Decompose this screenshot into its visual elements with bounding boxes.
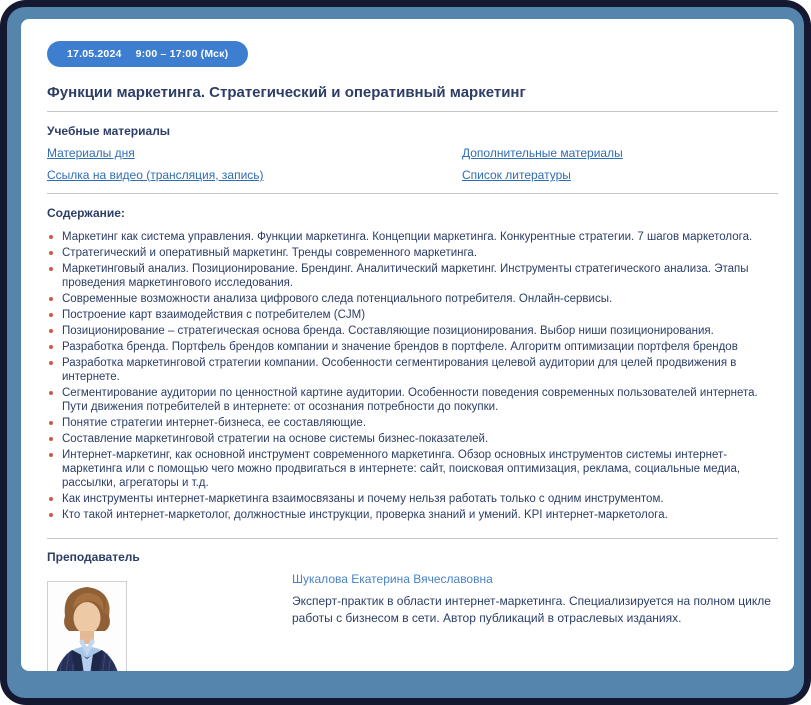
content-item-text: Понятие стратегии интернет-бизнеса, ее составляющие. [62, 417, 367, 429]
bullet-icon [49, 297, 53, 301]
content-item-text: Как инструменты интернет-маркетинга взаимосвязаны и почему нельзя работать только с одним инструментом. [62, 493, 664, 505]
bullet-icon [49, 235, 53, 239]
content-list-item [47, 324, 778, 338]
link-video[interactable]: Ссылка на видео (трансляция, запись) [47, 168, 264, 182]
content-item-text: Разработка маркетинговой стратегии компании. Особенности сегментирования целевой аудитории для целей продвижения в интернете. [62, 357, 737, 383]
bullet-icon [49, 497, 53, 501]
bullet-icon [49, 361, 53, 365]
link-literature[interactable]: Список литературы [462, 168, 571, 182]
teacher-info [292, 571, 778, 626]
bullet-icon [49, 453, 53, 457]
content-item-text: Кто такой интернет-маркетолог, должностные инструкции, проверка знаний и умений. KPI интернет-маркетолога. [62, 509, 668, 521]
link-additional-materials[interactable]: Дополнительные материалы [462, 146, 623, 160]
content-list-item [47, 308, 778, 322]
content-item-text: Интернет-маркетинг, как основной инструмент современного маркетинга. Обзор основных инструментов системы интернет-маркетинга или с помощью чего можно продвигаться в интернете: сайт, поисковая оптимизация, реклама, социальные медиа, рассылки, агрегаторы и т.д. [62, 449, 741, 489]
content-list-item [47, 416, 778, 430]
bullet-icon [49, 251, 53, 255]
blue-panel [7, 7, 804, 698]
teacher-bio: Эксперт-практик в области интернет-маркетинга. Специализируется на полном цикле работы с бизнесом в сети. Автор публикаций в отраслевых изданиях. [292, 594, 771, 625]
content-item-text: Стратегический и оперативный маркетинг. Тренды современного маркетинга. [62, 247, 478, 259]
content-list-item [47, 508, 778, 522]
badge-date: 17.05.2024 [67, 48, 122, 60]
teacher-heading: Преподаватель [47, 550, 140, 564]
badge-time: 9:00 – 17:00 (Мск) [135, 48, 229, 60]
teacher-name-link[interactable]: Шукалова Екатерина Вячеславовна [292, 572, 493, 586]
divider [47, 538, 778, 539]
materials-links [47, 146, 778, 183]
bullet-icon [49, 421, 53, 425]
date-time-badge [47, 41, 248, 67]
content-list [47, 230, 778, 522]
lesson-card [21, 19, 794, 671]
content-item-text: Разработка бренда. Портфель брендов компании и значение брендов в портфеле. Алгоритм оптимизации портфеля брендов [62, 341, 738, 353]
bullet-icon [49, 267, 53, 271]
bullet-icon [49, 329, 53, 333]
content-list-item [47, 432, 778, 446]
teacher-portrait-illustration [48, 582, 126, 671]
bullet-icon [49, 313, 53, 317]
content-item-text: Позиционирование – стратегическая основа бренда. Составляющие позиционирования. Выбор ниши позиционирования. [62, 325, 714, 337]
teacher-photo [47, 581, 127, 671]
content-item-text: Маркетинг как система управления. Функции маркетинга. Концепции маркетинга. Конкурентные стратегии. 7 шагов маркетолога. [62, 231, 753, 243]
bullet-icon [49, 391, 53, 395]
content-item-text: Сегментирование аудитории по ценностной картине аудитории. Особенности поведения современных пользователей интернета. Пути движения потребителей в интернете: от осознания потребности до покупки. [62, 387, 758, 413]
bullet-icon [49, 345, 53, 349]
content-item-text: Маркетинговый анализ. Позиционирование. Брендинг. Аналитический маркетинг. Инструменты стратегического анализа. Этапы проведения маркетингового исследования. [62, 263, 749, 289]
content-list-item [47, 292, 778, 306]
content-list-item [47, 448, 778, 490]
content-item-text: Современные возможности анализа цифрового следа потенциального потребителя. Онлайн-сервисы. [62, 293, 613, 305]
content-list-item [47, 230, 778, 244]
divider [47, 193, 778, 194]
materials-heading: Учебные материалы [47, 124, 171, 138]
content-item-text: Построение карт взаимодействия с потребителем (CJM) [62, 309, 366, 321]
link-day-materials[interactable]: Материалы дня [47, 146, 135, 160]
content-list-item [47, 386, 778, 414]
page-title: Функции маркетинга. Стратегический и оперативный маркетинг [47, 84, 526, 101]
content-heading: Содержание: [47, 206, 125, 220]
content-list-item [47, 246, 778, 260]
teacher-row [47, 571, 778, 671]
divider [47, 111, 778, 112]
content-list-item [47, 262, 778, 290]
content-list-item [47, 492, 778, 506]
bullet-icon [49, 437, 53, 441]
content-list-item [47, 356, 778, 384]
content-list-item [47, 340, 778, 354]
bullet-icon [49, 513, 53, 517]
content-item-text: Составление маркетинговой стратегии на основе системы бизнес-показателей. [62, 433, 489, 445]
